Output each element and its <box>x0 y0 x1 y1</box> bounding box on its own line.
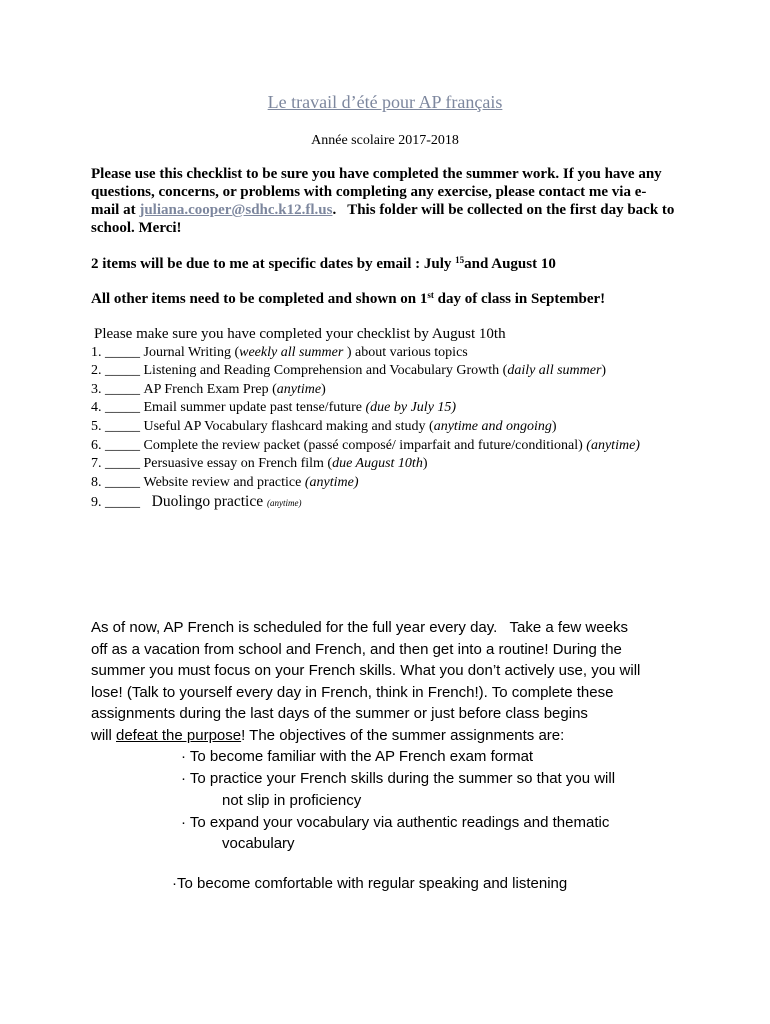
item-note: weekly all summer <box>239 345 344 360</box>
other-items-note <box>91 290 605 308</box>
item-number: 5. <box>91 419 102 434</box>
item-note: (anytime) <box>586 438 640 453</box>
item-after: ) <box>321 382 326 397</box>
item-blank: _____ <box>105 419 140 434</box>
item-note: due August 10th <box>332 456 423 471</box>
item-label: Listening and Reading Comprehension and Vocabulary Growth ( <box>143 363 508 378</box>
due-dates-text: 2 items will be due to me at specific dates by email : July <box>91 256 456 272</box>
item-number: 4. <box>91 400 102 415</box>
intro-line-3-end: . This folder will be collected on the first day back to <box>332 202 675 218</box>
objective-2-continued: not slip in proficiency <box>222 792 362 809</box>
intro-line-3-start: mail at <box>91 202 140 218</box>
item-note: (due by July 15) <box>365 400 457 415</box>
summary-line-5: assignments during the last days of the summer or just before class begins <box>91 705 588 722</box>
other-items-text: All other items need to be completed and shown on 1 <box>91 291 428 307</box>
summary-line-2: off as a vacation from school and French, and then get into a routine! During the <box>91 641 622 658</box>
page-title: Le travail d’été pour AP français <box>267 92 503 112</box>
item-blank: _____ <box>105 345 140 360</box>
item-note: anytime and ongoing <box>433 419 552 434</box>
summary-line-6-start: will <box>91 727 116 744</box>
objective-3: · To expand your vocabulary via authentic readings and thematic <box>181 814 610 831</box>
checklist-item <box>91 474 359 492</box>
item-label: Email summer update past tense/future <box>143 400 366 415</box>
item-after: ) <box>422 456 428 471</box>
summary-line-6-end: ! The objectives of the summer assignments are: <box>241 727 565 744</box>
due-dates-note <box>91 255 556 273</box>
item-blank: _____ <box>105 438 140 453</box>
checklist-item <box>91 399 456 417</box>
school-year: Année scolaire 2017-2018 <box>311 133 459 148</box>
email-link[interactable]: juliana.cooper@sdhc.k12.fl.us <box>139 202 333 218</box>
summary-line-4: lose! (Talk to yourself every day in French, think in French!). To complete these <box>91 684 614 701</box>
intro-line-2: questions, concerns, or problems with completing any exercise, please contact me via e- <box>91 184 647 200</box>
item-note: anytime <box>276 382 322 397</box>
item-number: 3. <box>91 382 102 397</box>
item-number: 1. <box>91 345 102 360</box>
item-label: Journal Writing ( <box>143 345 240 360</box>
checklist-item <box>91 437 640 455</box>
objective-4: ·To become comfortable with regular speaking and listening <box>172 875 568 892</box>
due-dates-superscript: 15 <box>455 255 465 265</box>
item-after: ) <box>551 419 557 434</box>
item-number: 7. <box>91 456 102 471</box>
summary-line-3: summer you must focus on your French skills. What you don’t actively use, you will <box>91 662 641 679</box>
item-blank: _____ <box>105 475 140 490</box>
item-after: ) about various topics <box>343 345 468 360</box>
item-note: (anytime) <box>304 475 359 490</box>
item-blank: _____ <box>105 456 140 471</box>
intro-line-1: Please use this checklist to be sure you have completed the summer work. If you have any <box>91 166 662 182</box>
objective-1: · To become familiar with the AP French exam format <box>181 748 534 765</box>
checklist-item <box>91 455 428 473</box>
item-number: 6. <box>91 438 102 453</box>
item-label: Persuasive essay on French film ( <box>143 456 333 471</box>
item-blank: _____ <box>105 495 140 510</box>
summary-line-1: As of now, AP French is scheduled for the full year every day. Take a few weeks <box>91 619 628 636</box>
checklist-heading: Please make sure you have completed your checklist by August 10th <box>94 326 506 342</box>
intro-line-4: school. Merci! <box>91 220 182 236</box>
checklist-item <box>91 381 326 399</box>
item-blank: _____ <box>105 363 140 378</box>
other-items-after: day of class in September! <box>433 291 606 307</box>
item-note: daily all summer <box>507 363 602 378</box>
item-number: 9. <box>91 495 102 510</box>
item-label: Website review and practice <box>143 475 305 490</box>
underlined-phrase: defeat the purpose <box>116 727 242 744</box>
item-number: 8. <box>91 475 102 490</box>
item-blank: _____ <box>105 382 140 397</box>
checklist-item <box>91 418 557 436</box>
item-label: AP French Exam Prep ( <box>143 382 277 397</box>
item-label: Useful AP Vocabulary flashcard making and study ( <box>143 419 434 434</box>
objective-2: · To practice your French skills during the summer so that you will <box>181 770 616 787</box>
checklist-item <box>91 493 301 512</box>
item-note: (anytime) <box>266 498 302 508</box>
item-blank: _____ <box>105 400 140 415</box>
checklist-item <box>91 344 468 362</box>
checklist-item <box>91 362 606 380</box>
intro-line-3 <box>91 201 674 219</box>
due-dates-after: and August 10 <box>464 256 556 272</box>
other-items-superscript: st <box>427 290 434 300</box>
item-number: 2. <box>91 363 102 378</box>
item-label: Duolingo practice <box>151 493 267 510</box>
item-after: ) <box>601 363 607 378</box>
objective-3-continued: vocabulary <box>222 835 295 852</box>
summary-line-6 <box>91 726 564 746</box>
item-label: Complete the review packet (passé composé/ imparfait and future/conditional) <box>143 438 587 453</box>
